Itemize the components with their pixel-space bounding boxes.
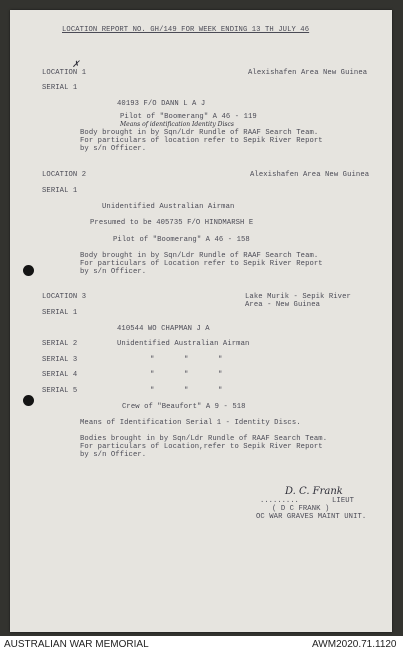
serial-2-label: SERIAL 2 <box>42 340 78 348</box>
ditto-mark: " <box>150 356 155 364</box>
ditto-mark: " <box>184 387 189 395</box>
location-1-label: LOCATION 1 <box>42 69 87 77</box>
unidentified-entry: Unidentified Australian Airman <box>102 203 235 211</box>
presumed-entry: Presumed to be 405735 F/O HINDMARSH E <box>90 219 254 227</box>
signatory-unit: OC WAR GRAVES MAINT UNIT. <box>256 513 367 521</box>
ditto-mark: " <box>184 356 189 364</box>
body-text-line: by s/n Officer. <box>80 268 147 276</box>
body-text-line: For particulars of Location refer to Sepik River Report <box>80 260 323 268</box>
person-entry: 40193 F/O DANN L A J <box>117 100 206 108</box>
report-title: LOCATION REPORT NO. GH/149 FOR WEEK ENDING 13 TH JULY 46 <box>62 26 310 34</box>
body-text-line: by s/n Officer. <box>80 145 147 153</box>
serial-1-label: SERIAL 1 <box>42 309 78 317</box>
means-entry: Means of Identification Serial 1 - Identity Discs. <box>80 419 301 427</box>
pilot-entry: Pilot of "Boomerang" A 46 - 119 <box>120 113 257 121</box>
location-1-value: Alexishafen Area New Guinea <box>248 69 368 77</box>
crew-entry: Crew of "Beaufort" A 9 - 518 <box>122 403 246 411</box>
signatory-rank: LIEUT <box>332 497 355 505</box>
serial-4-label: SERIAL 4 <box>42 371 78 379</box>
ditto-mark: " <box>218 371 223 379</box>
ditto-mark: " <box>218 387 223 395</box>
pen-mark: ✗ <box>72 60 80 70</box>
body-text-line: Body brought in by Sqn/Ldr Rundle of RAAF Search Team. <box>80 252 319 260</box>
location-3-value: Lake Murik - Sepik River <box>245 293 351 301</box>
signatory-name: ( D C FRANK ) <box>272 505 330 513</box>
serial-3-label: SERIAL 3 <box>42 356 78 364</box>
location-2-value: Alexishafen Area New Guinea <box>250 171 370 179</box>
signature: D. C. Frank <box>285 486 343 497</box>
body-text-line: For particulars of location refer to Sepik River Report <box>80 137 323 145</box>
serial-1-label: SERIAL 1 <box>42 84 78 92</box>
footer-accession-number: AWM2020.71.1120 <box>312 639 397 650</box>
serial-5-label: SERIAL 5 <box>42 387 78 395</box>
ditto-mark: " <box>150 371 155 379</box>
punch-hole <box>23 395 34 406</box>
body-text-line: by s/n Officer. <box>80 451 147 459</box>
footer-institution: AUSTRALIAN WAR MEMORIAL <box>4 639 149 650</box>
footer-bar <box>0 636 403 653</box>
signature-line: ......... <box>260 497 299 505</box>
pilot-entry: Pilot of "Boomerang" A 46 - 158 <box>113 236 250 244</box>
ditto-mark: " <box>184 371 189 379</box>
serial-2-value: Unidentified Australian Airman <box>117 340 250 348</box>
serial-1-value: 410544 WO CHAPMAN J A <box>117 325 210 333</box>
ditto-mark: " <box>218 356 223 364</box>
punch-hole <box>23 265 34 276</box>
location-3-label: LOCATION 3 <box>42 293 87 301</box>
handwritten-note: Means of identification Identity Discs <box>120 121 234 128</box>
location-3-value: Area - New Guinea <box>245 301 321 309</box>
body-text-line: For particulars of Location,refer to Sepik River Report <box>80 443 323 451</box>
location-2-label: LOCATION 2 <box>42 171 87 179</box>
body-text-line: Bodies brought in by Sqn/Ldr Rundle of RAAF Search Team. <box>80 435 328 443</box>
serial-1-label: SERIAL 1 <box>42 187 78 195</box>
body-text-line: Body brought in by Sqn/Ldr Rundle of RAAF Search Team. <box>80 129 319 137</box>
ditto-mark: " <box>150 387 155 395</box>
document-page <box>10 10 392 632</box>
